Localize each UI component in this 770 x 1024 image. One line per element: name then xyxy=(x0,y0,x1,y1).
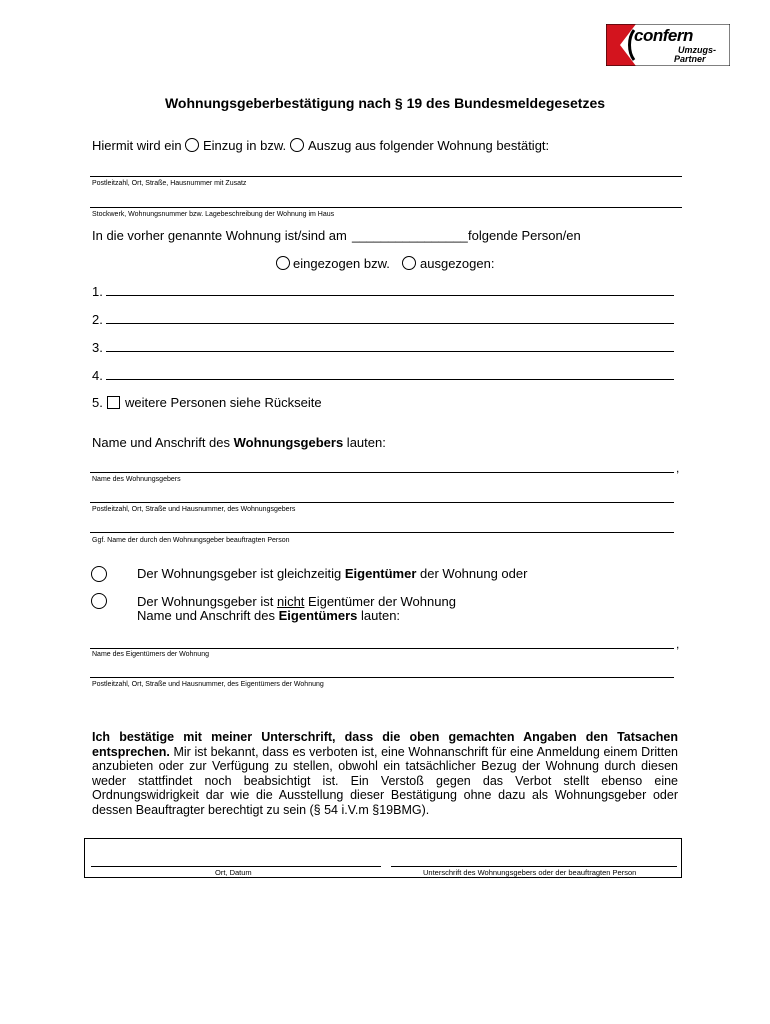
landlord-caption-1: Name des Wohnungsgebers xyxy=(92,476,181,483)
owner-address-line[interactable] xyxy=(90,677,674,678)
owner-option-2-line1 xyxy=(137,594,456,609)
owner-option-2-line2-prefix: Name und Anschrift des xyxy=(137,608,279,623)
person-line-2[interactable] xyxy=(106,323,674,324)
moved-out-radio[interactable] xyxy=(402,256,416,270)
owner-option-2-underline: nicht xyxy=(276,594,305,609)
owner-name-line[interactable] xyxy=(90,648,674,649)
landlord-address-line[interactable] xyxy=(90,502,674,503)
move-out-radio[interactable] xyxy=(290,138,304,152)
logo-brand: confern xyxy=(634,26,693,45)
address-caption-1: Postleitzahl, Ort, Straße, Hausnummer mit Zusatz xyxy=(92,180,247,187)
landlord-caption-3: Ggf. Name der durch den Wohnungsgeber beauftragten Person xyxy=(92,537,290,544)
person-line-3[interactable] xyxy=(106,351,674,352)
persons-suffix: folgende Person/en xyxy=(468,228,581,243)
company-logo xyxy=(606,24,730,66)
owner-option-1-prefix: Der Wohnungsgeber ist gleichzeitig xyxy=(137,566,345,581)
signature-label: Unterschrift des Wohnungsgebers oder der beauftragten Person xyxy=(423,868,637,877)
signature-line[interactable] xyxy=(391,866,677,867)
page-title: Wohnungsgeberbestätigung nach § 19 des Bundesmeldegesetzes xyxy=(164,95,606,111)
moved-out-label: ausgezogen: xyxy=(420,256,495,271)
owner-option-2-line2-suffix: lauten: xyxy=(357,608,401,623)
landlord-agent-line[interactable] xyxy=(90,532,674,533)
address-line-1[interactable] xyxy=(90,176,682,177)
owner-option-2-line2 xyxy=(137,608,400,623)
person-number-2: 2. xyxy=(92,312,103,327)
place-date-line[interactable] xyxy=(91,866,381,867)
person-line-4[interactable] xyxy=(106,379,674,380)
landlord-name-comma: , xyxy=(676,461,680,475)
moved-in-label: eingezogen bzw. xyxy=(293,256,390,271)
address-line-2[interactable] xyxy=(90,207,682,208)
landlord-heading xyxy=(92,435,386,450)
owner-caption-2: Postleitzahl, Ort, Straße und Hausnummer, des Eigentümers der Wohnung xyxy=(92,681,324,688)
owner-option-1-suffix: der Wohnung oder xyxy=(416,566,528,581)
person-number-3: 3. xyxy=(92,340,103,355)
owner-option-1 xyxy=(137,566,527,581)
logo-sub2: Partner xyxy=(674,54,706,64)
owner-yes-radio[interactable] xyxy=(91,566,107,582)
landlord-heading-suffix: lauten: xyxy=(343,435,386,450)
owner-option-2-suffix: Eigentümer der Wohnung xyxy=(304,594,456,609)
person-number-4: 4. xyxy=(92,368,103,383)
moved-in-radio[interactable] xyxy=(276,256,290,270)
persons-prefix: In die vorher genannte Wohnung ist/sind am xyxy=(92,228,347,243)
owner-name-comma: , xyxy=(676,637,680,651)
owner-caption-1: Name des Eigentümers der Wohnung xyxy=(92,651,209,658)
person-number-1: 1. xyxy=(92,284,103,299)
signature-box xyxy=(84,838,682,878)
persons-date-blank[interactable]: ________________ xyxy=(352,228,468,243)
landlord-caption-2: Postleitzahl, Ort, Straße und Hausnummer, des Wohnungsgebers xyxy=(92,506,296,513)
move-in-label: Einzug in bzw. xyxy=(203,138,287,153)
logo-sub1: Umzugs- xyxy=(678,45,716,55)
landlord-heading-prefix: Name und Anschrift des xyxy=(92,435,234,450)
owner-no-radio[interactable] xyxy=(91,593,107,609)
owner-option-2-line2-bold: Eigentümers xyxy=(278,608,358,623)
more-persons-checkbox[interactable] xyxy=(107,396,120,409)
more-persons-label: weitere Personen siehe Rückseite xyxy=(125,395,322,410)
address-caption-2: Stockwerk, Wohnungsnummer bzw. Lagebeschreibung der Wohnung im Haus xyxy=(92,211,335,218)
move-out-label: Auszug aus folgender Wohnung bestätigt: xyxy=(308,138,550,153)
person-line-1[interactable] xyxy=(106,295,674,296)
place-date-label: Ort, Datum xyxy=(215,868,252,877)
landlord-heading-bold: Wohnungsgebers xyxy=(233,435,344,450)
landlord-name-line[interactable] xyxy=(90,472,674,473)
intro-prefix: Hiermit wird ein xyxy=(92,138,182,153)
move-in-radio[interactable] xyxy=(185,138,199,152)
person-number-5: 5. xyxy=(92,395,103,410)
owner-option-1-bold: Eigentümer xyxy=(344,566,417,581)
declaration-text: Mir ist bekannt, dass es verboten ist, eine Wohnanschrift für eine Anmeldung einem Dritten anzubieten oder zur Verfügung zu stellen, obwohl ein tatsächlicher Bezug der Wohnung durch diesen weder stattfindet noch beabsichtigt ist. Ein Verstoß gegen das Verbot stellt ebenso eine Ordnungswidrigkeit dar wie die Ausstellung dieser Bestätigung ohne dazu als Wohnungsgeber oder dessen Beauftragter berechtigt zu sein (§ 54 i.V.m §19BMG). xyxy=(92,744,678,817)
owner-option-2-prefix: Der Wohnungsgeber ist xyxy=(137,594,277,609)
declaration-paragraph xyxy=(92,730,678,818)
declaration-bold: Ich bestätige mit meiner Unterschrift, dass die oben gemachten Angaben den Tatsachen entsprechen. xyxy=(92,730,678,759)
